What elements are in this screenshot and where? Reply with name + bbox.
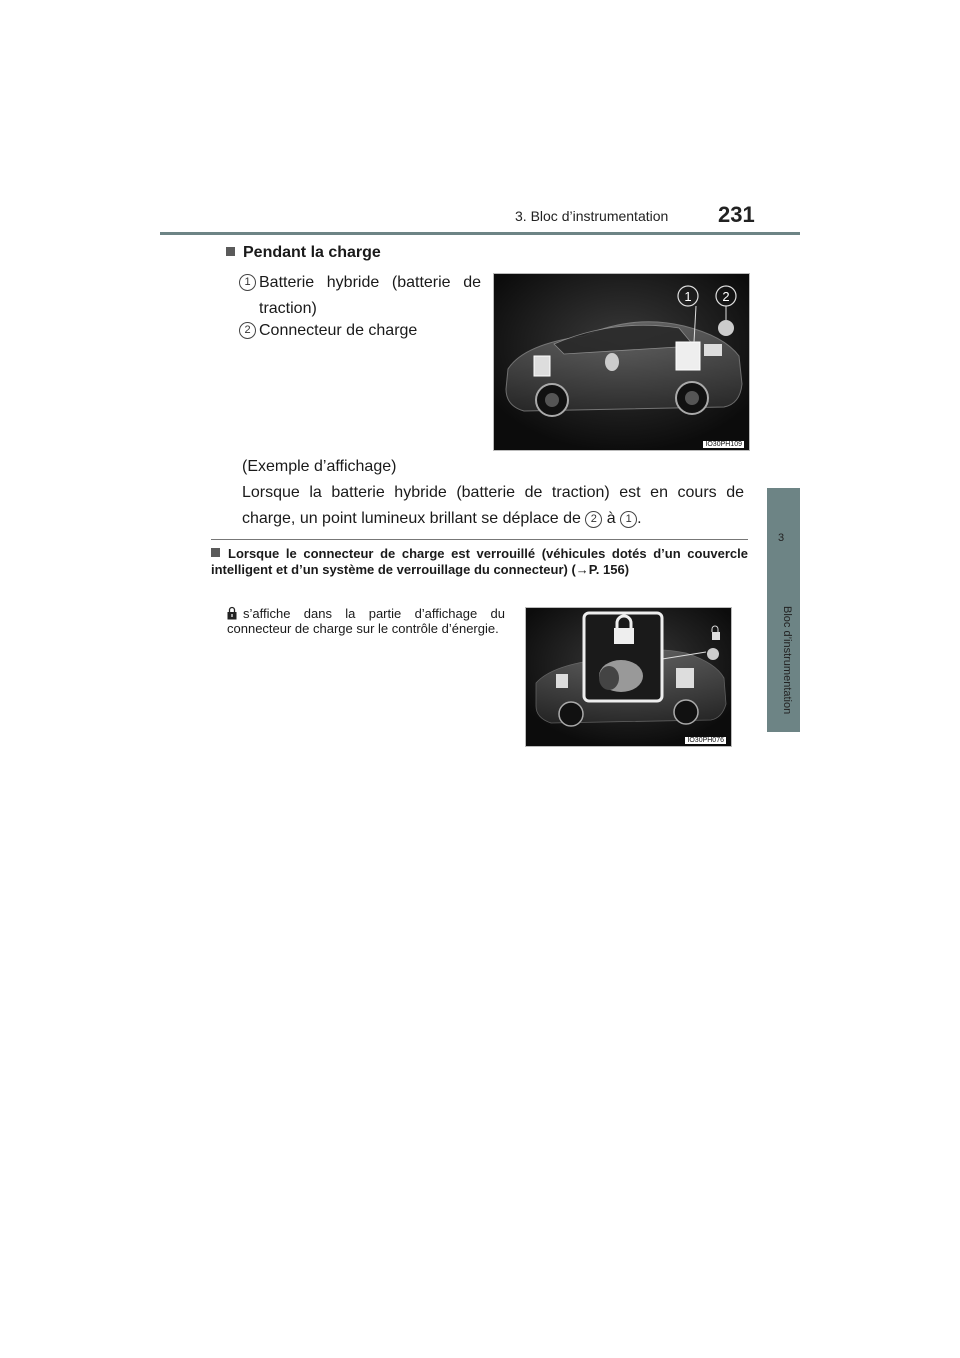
legend-item-label: Batterie hybride (batterie de traction): [259, 274, 481, 317]
car-illustration: [494, 274, 750, 451]
callout-number: 2: [239, 322, 256, 339]
section-heading-locked: Lorsque le connecteur de charge est verrouillé (véhicules dotés d’un couvercle intelligent et d’un système de verrouillage du connecteur) (→P. 156): [211, 546, 748, 577]
figure-charging-display: [493, 273, 750, 451]
section-title: 3. Bloc d’instrumentation: [515, 208, 669, 224]
page-number: 231: [718, 202, 755, 227]
chapter-number: 3: [778, 532, 785, 544]
chapter-label: Bloc d’instrumentation: [781, 606, 793, 715]
legend-item-connector: [244, 318, 481, 344]
locked-description: s’affiche dans la partie d’affichage du connecteur de charge sur le contrôle d’énergie.: [227, 606, 505, 636]
figure-callout-1: 1: [684, 289, 692, 304]
bullet-square-icon: [211, 548, 220, 557]
figure-connector-locked: [525, 607, 732, 747]
figure-code: IO30PH109: [705, 441, 742, 448]
lock-icon: [227, 606, 237, 620]
figure-code: IO30PH076: [687, 737, 724, 744]
callout-number: 1: [239, 274, 256, 291]
figure-caption: (Exemple d’affichage): [242, 458, 397, 475]
figure-callout-2: 2: [722, 289, 730, 304]
legend-item-battery: [244, 270, 481, 322]
locked-connector-illustration: [526, 608, 732, 747]
section-heading-charging: Pendant la charge: [226, 244, 381, 262]
legend-item-label: Connecteur de charge: [259, 322, 418, 339]
header-rule: [160, 232, 800, 235]
section-divider: [211, 539, 748, 540]
callout-ref-to: 1: [620, 511, 637, 528]
charging-description: Lorsque la batterie hybride (batterie de traction) est en cours de charge, un point lumineux brillant se déplace de 2 à 1 .: [242, 484, 744, 527]
bullet-square-icon: [226, 247, 235, 256]
callout-ref-from: 2: [585, 511, 602, 528]
